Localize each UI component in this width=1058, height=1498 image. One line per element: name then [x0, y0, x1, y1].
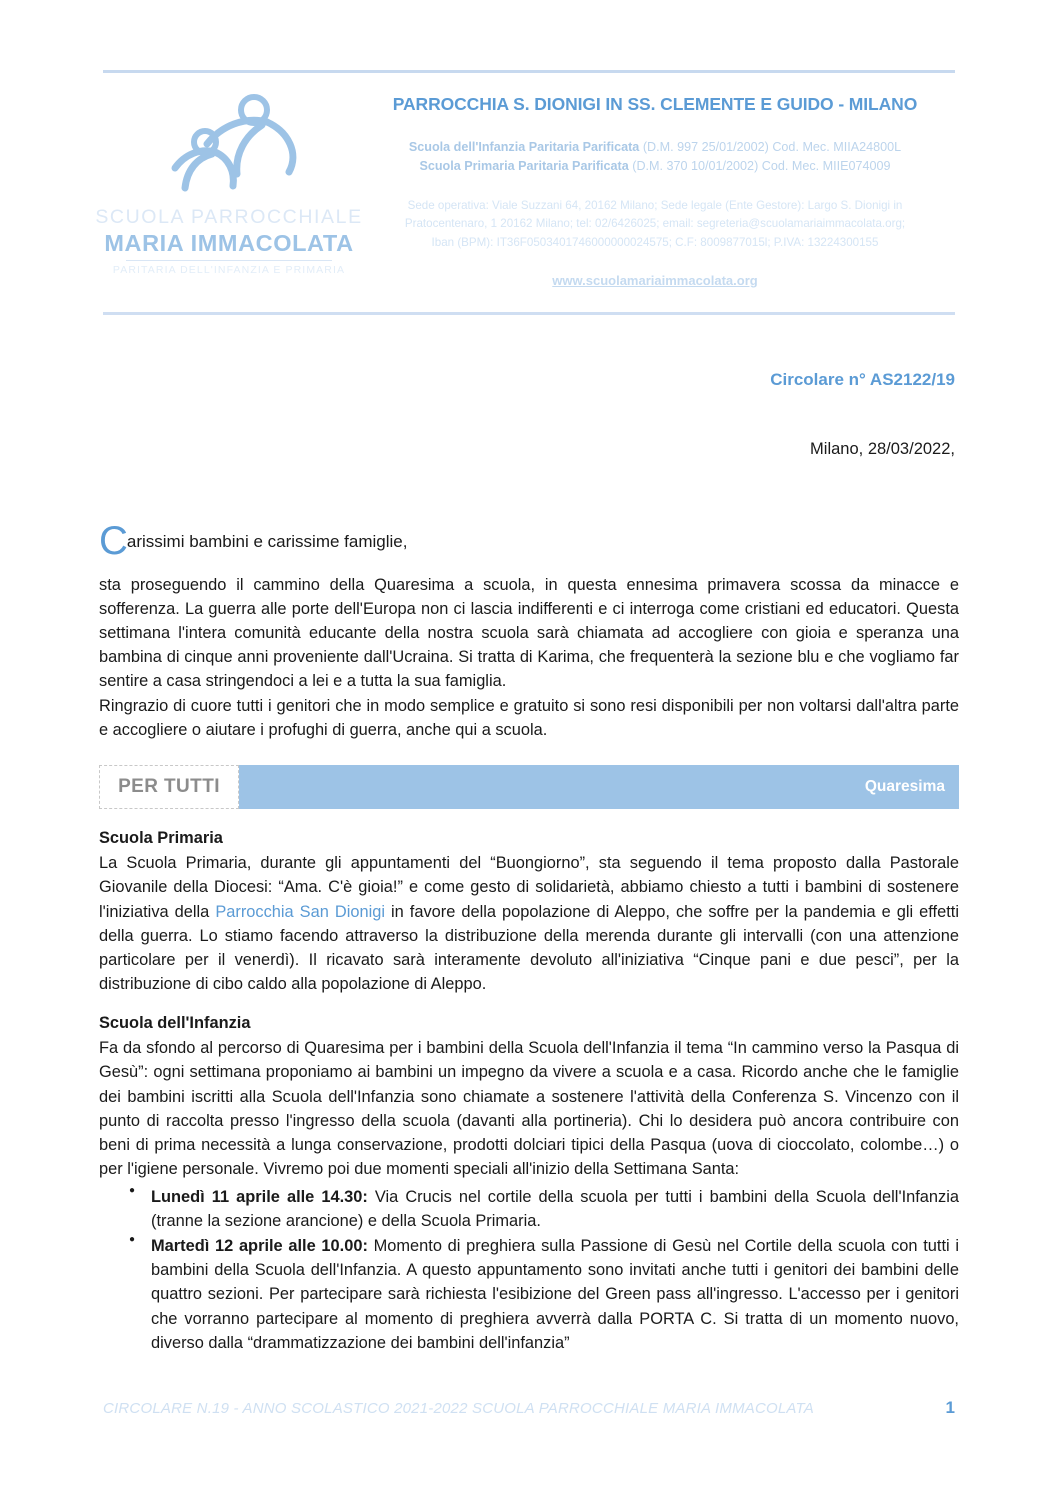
drop-cap: C	[99, 519, 127, 563]
circular-number: Circolare n° AS2122/19	[770, 370, 955, 389]
section-title-scuola-primaria: Scuola Primaria	[99, 829, 223, 847]
events-list	[99, 1185, 959, 1355]
salutation-text: arissimi bambini e carissime famiglie,	[126, 532, 408, 551]
school-line-rest: (D.M. 997 25/01/2002) Cod. Mec. MIIA24800L	[639, 139, 902, 154]
text-after-link: in favore della popolazione di Aleppo, che soffre per la pandemia e gli effetti della guerra. Lo stiamo facendo attraverso la distribuzione della merenda durante gli intervalli (con una attenzione particolare per il venerdì). Il ricavato sarà interamente devoluto all'iniziativa “Cinque pani e due pesci”, per la distribuzione di cibo caldo alla popolazione di Aleppo.	[99, 902, 959, 993]
letterhead-text	[355, 84, 955, 290]
event-description: Momento di preghiera sulla Passione di Gesù nel Cortile della scuola con tutti i bambini della Scuola dell'Infanzia. A questo appuntamento sono invitati anche tutti i genitori dei bambini delle quattro sezioni. Per partecipare sarà richiesta l'esibizione del Green pass all'ingresso. L'accesso per i genitori che vorranno partecipare al momento di preghiera avverrà dalla PORTA C. Si tratta di un momento nuovo, diverso dalla “drammatizzazione dei bambini dell'infanzia”	[151, 1237, 960, 1352]
audience-tag-label: PER TUTTI	[118, 776, 220, 797]
school-line-bold: Scuola dell'Infanzia Paritaria Parificata	[408, 139, 640, 154]
organization-title: PARROCCHIA S. DIONIGI IN SS. CLEMENTE E GUIDO - MILANO	[392, 94, 918, 114]
audience-tag	[99, 765, 239, 809]
banner-title: Quaresima	[864, 778, 945, 795]
event-date-label: Martedì 12 aprile alle 10.00:	[151, 1237, 368, 1256]
section-spacer	[99, 996, 959, 1013]
address-line: Sede operativa: Viale Suzzani 64, 20162 Milano; Sede legale (Ente Gestore): Largo S. Dionigi in	[407, 198, 903, 212]
address-line: Pratocentenaro, 1 20162 Milano; tel: 02/6426025; email: segreteria@scuolamariaimmacolata.org;	[404, 217, 906, 231]
logo-divider	[126, 260, 332, 261]
school-line-bold: Scuola Primaria Paritaria Parificata	[419, 159, 629, 174]
city-and-date: Milano, 28/03/2022,	[810, 440, 955, 458]
school-logo	[95, 84, 363, 276]
content-sections	[99, 828, 959, 1356]
list-item	[151, 1185, 959, 1233]
list-item	[151, 1234, 959, 1355]
school-line	[355, 157, 955, 177]
page-footer	[103, 1398, 955, 1418]
section-paragraph-scuola-primaria	[99, 851, 959, 996]
logo-line-2: MARIA IMMACOLATA	[104, 230, 354, 256]
letterhead	[95, 84, 955, 304]
header-bottom-rule	[103, 312, 955, 315]
page-number: 1	[945, 1398, 955, 1417]
school-accreditation-lines	[355, 138, 955, 177]
section-banner	[99, 765, 959, 809]
text-before-link: La Scuola Primaria, durante gli appuntamenti del “Buongiorno”, sta seguendo il tema proposto dalla Pastorale Giovanile della Diocesi: “Ama. C'è gioia!” e come gesto di solidarietà, abbiamo chiesto a tutti i bambini di sostenere l'iniziativa della	[99, 854, 959, 921]
website-link[interactable]: www.scuolamariaimmacolata.org	[552, 272, 758, 288]
parrocchia-san-dionigi-link[interactable]: Parrocchia San Dionigi	[215, 902, 385, 921]
event-date-label: Lunedì 11 aprile alle 14.30:	[151, 1187, 368, 1206]
banner-bar	[239, 765, 959, 809]
logo-line-1: SCUOLA PARROCCHIALE	[95, 206, 363, 228]
section-title-scuola-infanzia: Scuola dell'Infanzia	[99, 1013, 251, 1032]
header-top-rule	[103, 70, 955, 73]
school-line	[355, 138, 955, 158]
event-description: Via Crucis nel cortile della scuola per tutti i bambini della Scuola dell'Infanzia (tranne la sezione arancione) e della Scuola Primaria.	[151, 1187, 959, 1231]
salutation	[99, 519, 959, 563]
address-block	[355, 197, 955, 253]
two-running-figures-logo-icon	[149, 92, 309, 200]
letter-paragraph: sta proseguendo il cammino della Quaresima a scuola, in questa ennesima primavera scossa da minacce e sofferenza. La guerra alle porte dell'Europa non ci lascia indifferenti e ci interroga come cristiani ed educatori. Questa settimana l'intera comunità educante della nostra scuola sarà chiamata ad accogliere con gioia e speranza una bambina di cinque anni proveniente dall'Ucraina. Si tratta di Karima, che frequenterà la sezione blu e che vogliamo far sentire a casa stringendoci a lei e a tutta la sua famiglia.	[99, 576, 959, 691]
section-paragraph-scuola-infanzia: Fa da sfondo al percorso di Quaresima per i bambini della Scuola dell'Infanzia il tema “In cammino verso la Pasqua di Gesù”: ogni settimana proponiamo ai bambini un impegno da vivere a scuola e a casa. Ricordo anche che le famiglie dei bambini iscritti alla Scuola dell'Infanzia sono chiamate a sostenere l'attività della Conferenza S. Vincenzo con il punto di raccolta presso l'ingresso della scuola (davanti alla portineria). Chi lo desidera può ancora contribuire con beni di prima necessità a lunga conservazione, prodotti dolciari tipici della Pasqua (uova di cioccolato, colombe…) o per l'igiene personale. Vivremo poi due momenti speciali all'inizio della Settimana Santa:	[99, 1039, 959, 1178]
address-line: Iban (BPM): IT36F0503401746000000024575; C.F: 8009877015l; P.IVA: 13224300155	[431, 236, 879, 249]
footer-text: CIRCOLARE N.19 - ANNO SCOLASTICO 2021-2022 SCUOLA PARROCCHIALE MARIA IMMACOLATA	[103, 1400, 814, 1417]
letter-paragraph: Ringrazio di cuore tutti i genitori che in modo semplice e gratuito si sono resi disponibili per non voltarsi dall'altra parte e accogliere o aiutare i profughi di guerra, anche qui a scuola.	[99, 696, 959, 739]
school-line-rest: (D.M. 370 10/01/2002) Cod. Mec. MIIE074009	[628, 159, 891, 174]
letter-body	[99, 519, 959, 742]
logo-line-3: PARITARIA DELL'INFANZIA E PRIMARIA	[112, 264, 346, 276]
